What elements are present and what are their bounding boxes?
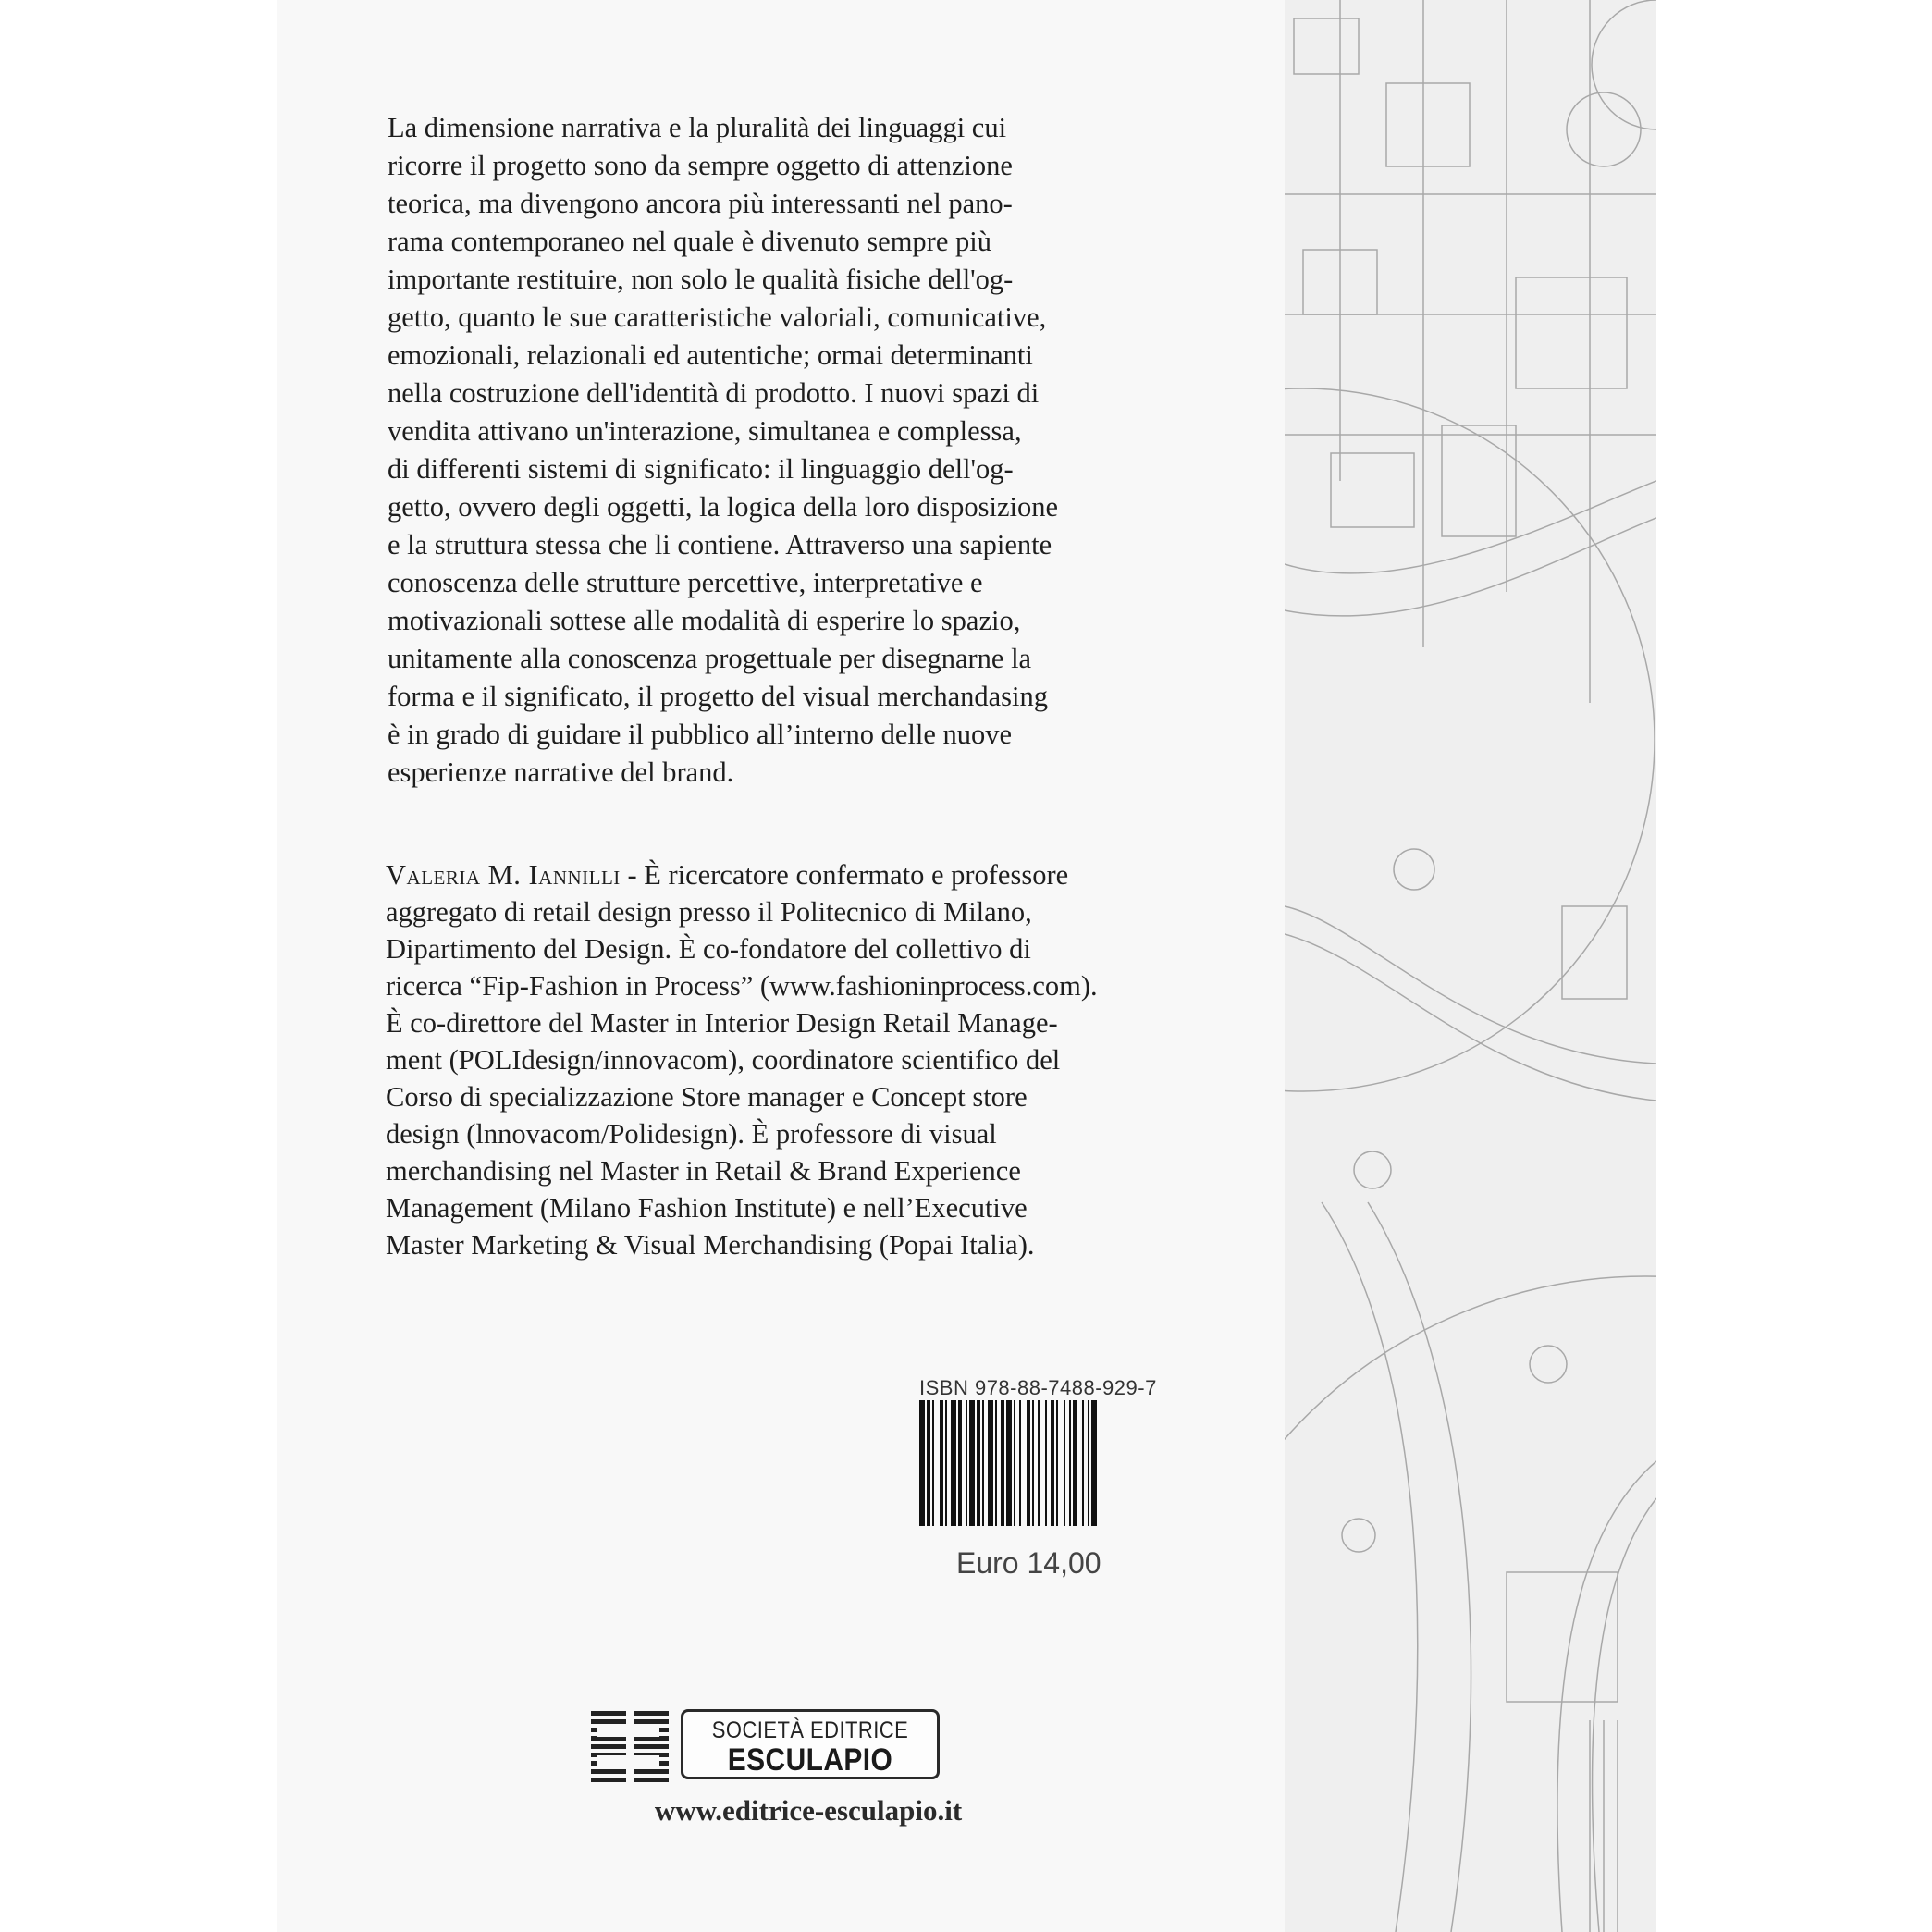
publisher-name-top: SOCIETÀ EDITRICE	[711, 1717, 909, 1743]
barcode-bar	[988, 1400, 993, 1526]
barcode-bar	[1088, 1400, 1089, 1526]
barcode-bar	[940, 1400, 943, 1526]
author-bio	[386, 856, 1161, 1263]
author-name: Valeria M. Iannilli	[386, 859, 621, 891]
text-line: ricerca “Fip-Fashion in Process” (www.fashioninprocess.com).	[386, 970, 1098, 1002]
price-label: Euro 14,00	[956, 1546, 1101, 1580]
barcode-bar	[966, 1400, 967, 1526]
isbn-label: ISBN 978-88-7488-929-7	[919, 1376, 1157, 1399]
publisher-website: www.editrice-esculapio.it	[654, 1794, 963, 1827]
publisher-name-bottom: ESCULAPIO	[727, 1742, 893, 1778]
publisher-logo-icon	[591, 1709, 671, 1783]
floorplan-illustration	[1285, 0, 1656, 1932]
text-line: unitamente alla conoscenza progettuale per disegnarne la	[388, 643, 1032, 674]
text-line: Corso di specializzazione Store manager e Concept store	[386, 1081, 1028, 1113]
barcode-bar	[1073, 1400, 1077, 1526]
barcode-bar	[1091, 1400, 1097, 1526]
barcode-bar	[1056, 1400, 1058, 1526]
barcode-bar	[1001, 1400, 1004, 1526]
barcode-bar	[1051, 1400, 1054, 1526]
text-line: getto, ovvero degli oggetti, la logica della loro disposizione	[388, 491, 1059, 523]
text-line: esperienze narrative del brand.	[388, 757, 734, 788]
barcode-bar	[958, 1400, 962, 1526]
text-line: vendita attivano un'interazione, simultanea e complessa,	[388, 415, 1022, 447]
publisher-logo	[681, 1709, 940, 1779]
text-line: emozionali, relazionali ed autentiche; ormai determinanti	[388, 339, 1033, 371]
barcode-bar	[982, 1400, 984, 1526]
barcode-bar	[1027, 1400, 1030, 1526]
text-line: e la struttura stessa che li contiene. Attraverso una sapiente	[388, 529, 1052, 560]
description-text	[388, 109, 1162, 792]
text-line: rama contemporaneo nel quale è divenuto sempre più	[388, 226, 991, 257]
architectural-drawing	[1285, 0, 1656, 1932]
barcode-bar	[919, 1400, 925, 1526]
barcode	[917, 1400, 1145, 1526]
text-line: forma e il significato, il progetto del visual merchandasing	[388, 681, 1049, 712]
bio-text: - È ricercatore confermato e professore	[620, 859, 1069, 891]
text-line: merchandising nel Master in Retail & Brand Experience	[386, 1155, 1021, 1187]
barcode-bar	[1082, 1400, 1084, 1526]
barcode-bar	[995, 1400, 997, 1526]
text-line: Dipartimento del Design. È co-fondatore del collettivo di	[386, 933, 1031, 965]
text-line: ricorre il progetto sono da sempre oggetto di attenzione	[388, 150, 1013, 181]
text-line: di differenti sistemi di significato: il linguaggio dell'og-	[388, 453, 1014, 485]
barcode-bar	[932, 1400, 934, 1526]
barcode-bar	[1045, 1400, 1047, 1526]
barcode-bar	[951, 1400, 956, 1526]
text-line: Management (Milano Fashion Institute) e nell’Executive	[386, 1192, 1028, 1224]
text-line: ment (POLIdesign/innovacom), coordinatore scientifico del	[386, 1044, 1061, 1076]
barcode-bar	[1019, 1400, 1021, 1526]
text-line: teorica, ma divengono ancora più interessanti nel pano-	[388, 188, 1013, 219]
text-line	[386, 856, 1161, 893]
barcode-bar	[1032, 1400, 1034, 1526]
text-line: motivazionali sottese alle modalità di esperire lo spazio,	[388, 605, 1021, 636]
text-line: È co-direttore del Master in Interior Design Retail Manage-	[386, 1007, 1058, 1039]
text-line: aggregato di retail design presso il Politecnico di Milano,	[386, 896, 1032, 928]
barcode-bar	[1064, 1400, 1065, 1526]
barcode-bar	[1014, 1400, 1015, 1526]
text-line: design (lnnovacom/Polidesign). È professore di visual	[386, 1118, 997, 1150]
text-line: conoscenza delle strutture percettive, interpretative e	[388, 567, 983, 598]
barcode-bar	[1006, 1400, 1012, 1526]
text-line: getto, quanto le sue caratteristiche valoriali, comunicative,	[388, 301, 1047, 333]
text-line: Master Marketing & Visual Merchandising (Popai Italia).	[386, 1229, 1035, 1261]
barcode-bar	[969, 1400, 975, 1526]
back-cover	[277, 0, 1656, 1932]
text-line: importante restituire, non solo le qualità fisiche dell'og-	[388, 264, 1014, 295]
text-line: è in grado di guidare il pubblico all’interno delle nuove	[388, 719, 1013, 750]
barcode-bar	[977, 1400, 980, 1526]
barcode-bar	[1038, 1400, 1040, 1526]
text-line: La dimensione narrativa e la pluralità dei linguaggi cui	[388, 112, 1007, 143]
barcode-bar	[1069, 1400, 1071, 1526]
barcode-bar	[945, 1400, 947, 1526]
barcode-bar	[927, 1400, 930, 1526]
text-line: nella costruzione dell'identità di prodotto. I nuovi spazi di	[388, 377, 1040, 409]
